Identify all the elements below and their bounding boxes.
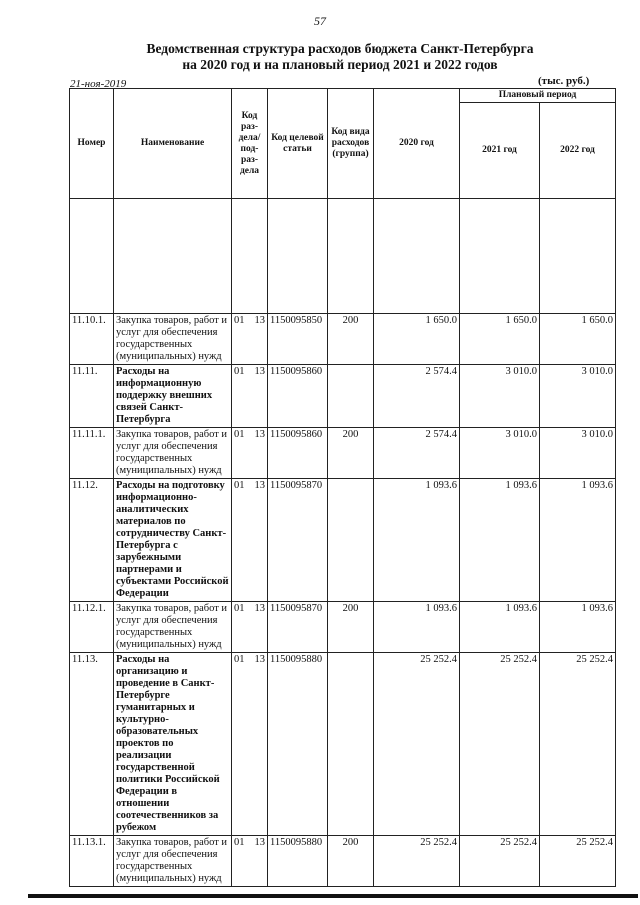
row-subsection: 13 [254,366,265,377]
row-number: 11.13.1. [70,836,114,887]
row-name: Закупка товаров, работ и услуг для обеспечения государственных (муниципальных) нужд [114,314,232,365]
table-row [70,365,616,428]
row-value-2022: 1 650.0 [540,314,616,365]
row-name: Расходы на информационную поддержку внешних связей Санкт-Петербурга [114,365,232,428]
row-value-2020: 1 650.0 [374,314,460,365]
row-number: 11.11.1. [70,428,114,479]
row-name: Расходы на подготовку информационно-аналитических материалов по сотрудничеству Санкт-Петербурга с зарубежными партнерами и субъектами Российской Федерации [114,479,232,602]
row-section-code [232,314,268,365]
row-number: 11.13. [70,653,114,836]
row-target-code: 1150095870 [268,479,328,602]
row-value-2021: 3 010.0 [460,428,540,479]
row-target-code: 1150095850 [268,314,328,365]
row-value-2021: 1 650.0 [460,314,540,365]
header-number: Номер [70,89,114,199]
row-target-code: 1150095860 [268,365,328,428]
row-value-2021: 1 093.6 [460,602,540,653]
header-spacer-row [70,199,616,314]
row-value-2020: 2 574.4 [374,365,460,428]
table-row [70,653,616,836]
row-expense-type: 200 [328,428,374,479]
row-number: 11.10.1. [70,314,114,365]
row-target-code: 1150095870 [268,602,328,653]
row-section: 01 [234,315,245,326]
row-section: 01 [234,429,245,440]
row-section-code [232,365,268,428]
row-target-code: 1150095860 [268,428,328,479]
row-expense-type: 200 [328,602,374,653]
units-label: (тыс. руб.) [538,75,590,87]
row-expense-type [328,365,374,428]
row-value-2022: 3 010.0 [540,428,616,479]
header-2022: 2022 год [540,103,616,199]
table-row [70,479,616,602]
row-section: 01 [234,837,245,848]
table-row [70,602,616,653]
row-value-2021: 1 093.6 [460,479,540,602]
row-value-2022: 25 252.4 [540,836,616,887]
page-number: 57 [314,14,326,28]
row-section-code [232,836,268,887]
row-section: 01 [234,603,245,614]
row-section-code [232,653,268,836]
row-value-2022: 25 252.4 [540,653,616,836]
row-subsection: 13 [254,315,265,326]
header-expense-type-code: Код вида расходов (группа) [328,89,374,199]
row-name: Закупка товаров, работ и услуг для обеспечения государственных (муниципальных) нужд [114,428,232,479]
header-2021: 2021 год [460,103,540,199]
row-section: 01 [234,654,245,665]
row-section-code [232,428,268,479]
table-row [70,314,616,365]
row-section-code [232,479,268,602]
row-value-2021: 3 010.0 [460,365,540,428]
row-subsection: 13 [254,480,265,491]
header-section-code: Код раз-дела/ под-раз-дела [232,89,268,199]
row-number: 11.12.1. [70,602,114,653]
row-value-2022: 3 010.0 [540,365,616,428]
row-value-2020: 1 093.6 [374,479,460,602]
title-line-2: на 2020 год и на плановый период 2021 и 2022 годов [182,57,498,72]
row-number: 11.11. [70,365,114,428]
row-value-2020: 25 252.4 [374,836,460,887]
title-line-1: Ведомственная структура расходов бюджета Санкт-Петербурга [146,41,534,56]
table-row [70,428,616,479]
document-title [60,41,620,73]
row-subsection: 13 [254,603,265,614]
row-target-code: 1150095880 [268,653,328,836]
row-value-2022: 1 093.6 [540,602,616,653]
row-expense-type [328,653,374,836]
row-section-code [232,602,268,653]
row-expense-type: 200 [328,314,374,365]
row-value-2020: 2 574.4 [374,428,460,479]
header-target-code: Код целевой статьи [268,89,328,199]
row-expense-type: 200 [328,836,374,887]
row-value-2020: 25 252.4 [374,653,460,836]
budget-table [69,88,616,887]
row-name: Расходы на организацию и проведение в Санкт-Петербурге гуманитарных и культурно-образовательных проектов по реализации государственной политики Российской Федерации в отношении соотечественников за рубежом [114,653,232,836]
row-name: Закупка товаров, работ и услуг для обеспечения государственных (муниципальных) нужд [114,602,232,653]
row-subsection: 13 [254,654,265,665]
page-bottom-rule [28,894,638,898]
row-number: 11.12. [70,479,114,602]
header-2020: 2020 год [374,89,460,199]
table-row [70,836,616,887]
header-row-1 [70,89,616,103]
row-value-2020: 1 093.6 [374,602,460,653]
row-target-code: 1150095880 [268,836,328,887]
header-plan-period: Плановый период [460,89,616,103]
row-value-2021: 25 252.4 [460,836,540,887]
row-subsection: 13 [254,837,265,848]
row-value-2022: 1 093.6 [540,479,616,602]
row-section: 01 [234,366,245,377]
row-expense-type [328,479,374,602]
row-subsection: 13 [254,429,265,440]
row-name: Закупка товаров, работ и услуг для обеспечения государственных (муниципальных) нужд [114,836,232,887]
document-date: 21-ноя-2019 [70,78,127,90]
row-value-2021: 25 252.4 [460,653,540,836]
row-section: 01 [234,480,245,491]
header-name: Наименование [114,89,232,199]
